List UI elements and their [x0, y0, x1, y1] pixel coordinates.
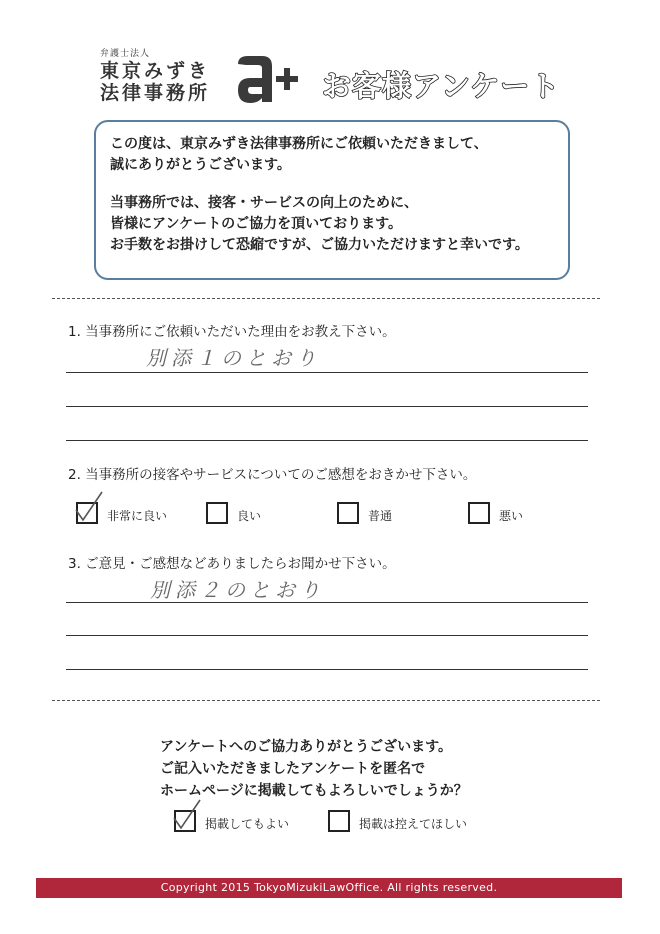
question-3-answer[interactable]: 別添２のとおり	[150, 578, 325, 602]
intro-line: 当事務所では、接客・サービスの向上のために、	[110, 195, 418, 211]
firm-type-label: 弁護士法人	[100, 49, 151, 59]
option-label: 普通	[368, 509, 393, 523]
question-1-label: 1. 当事務所にご依頼いただいた理由をお教え下さい。	[68, 324, 396, 340]
answer-line	[66, 602, 588, 603]
intro-line: 誠にありがとうございます。	[110, 157, 291, 173]
checkbox[interactable]	[206, 502, 228, 524]
answer-line	[66, 635, 588, 636]
closing-line: アンケートへのご協力ありがとうございます。	[160, 739, 453, 755]
question-3-label: 3. ご意見・ご感想などありましたらお聞かせ下さい。	[68, 556, 396, 572]
answer-line	[66, 406, 588, 407]
answer-line	[66, 669, 588, 670]
option-label: 悪い	[499, 509, 524, 523]
checkmark-icon	[170, 798, 204, 832]
firm-name-line1: 東京みずき	[100, 60, 211, 82]
checkbox[interactable]	[328, 810, 350, 832]
intro-line: お手数をお掛けして恐縮ですが、ご協力いただけますと幸いです。	[110, 237, 529, 253]
page-title: お客様アンケート	[322, 69, 561, 103]
firm-logo-icon	[232, 50, 302, 108]
option-label: 掲載は控えてほしい	[359, 817, 468, 831]
answer-line	[66, 440, 588, 441]
checkbox[interactable]	[76, 502, 98, 524]
firm-name	[100, 60, 210, 104]
option-very-good[interactable]	[76, 502, 167, 524]
firm-name-line2: 法律事務所	[100, 82, 211, 104]
section-divider	[52, 298, 600, 299]
checkbox[interactable]	[468, 502, 490, 524]
option-bad[interactable]	[468, 502, 523, 524]
closing-message	[160, 736, 468, 802]
option-good[interactable]	[206, 502, 261, 524]
answer-line	[66, 372, 588, 373]
option-publish-ok[interactable]	[174, 810, 289, 832]
closing-line: ホームページに掲載してもよろしいでしょうか？	[160, 783, 468, 799]
checkbox[interactable]	[174, 810, 196, 832]
question-2-label: 2. 当事務所の接客やサービスについてのご感想をおきかせ下さい。	[68, 467, 477, 483]
closing-line: ご記入いただきましたアンケートを匿名で	[160, 761, 426, 777]
intro-message-box	[94, 120, 570, 280]
intro-line: この度は、東京みずき法律事務所にご依頼いただきまして、	[110, 136, 488, 152]
option-label: 良い	[237, 509, 262, 523]
option-publish-no[interactable]	[328, 810, 467, 832]
section-divider	[52, 700, 600, 701]
checkbox[interactable]	[337, 502, 359, 524]
checkmark-icon	[72, 490, 106, 524]
question-1-answer[interactable]: 別添１のとおり	[146, 346, 321, 370]
intro-line: 皆様にアンケートのご協力を頂いております。	[110, 216, 403, 232]
option-average[interactable]	[337, 502, 392, 524]
option-label: 掲載してもよい	[205, 817, 290, 831]
copyright-footer: Copyright 2015 TokyoMizukiLawOffice. All rights reserved.	[36, 878, 622, 898]
option-label: 非常に良い	[107, 509, 168, 523]
